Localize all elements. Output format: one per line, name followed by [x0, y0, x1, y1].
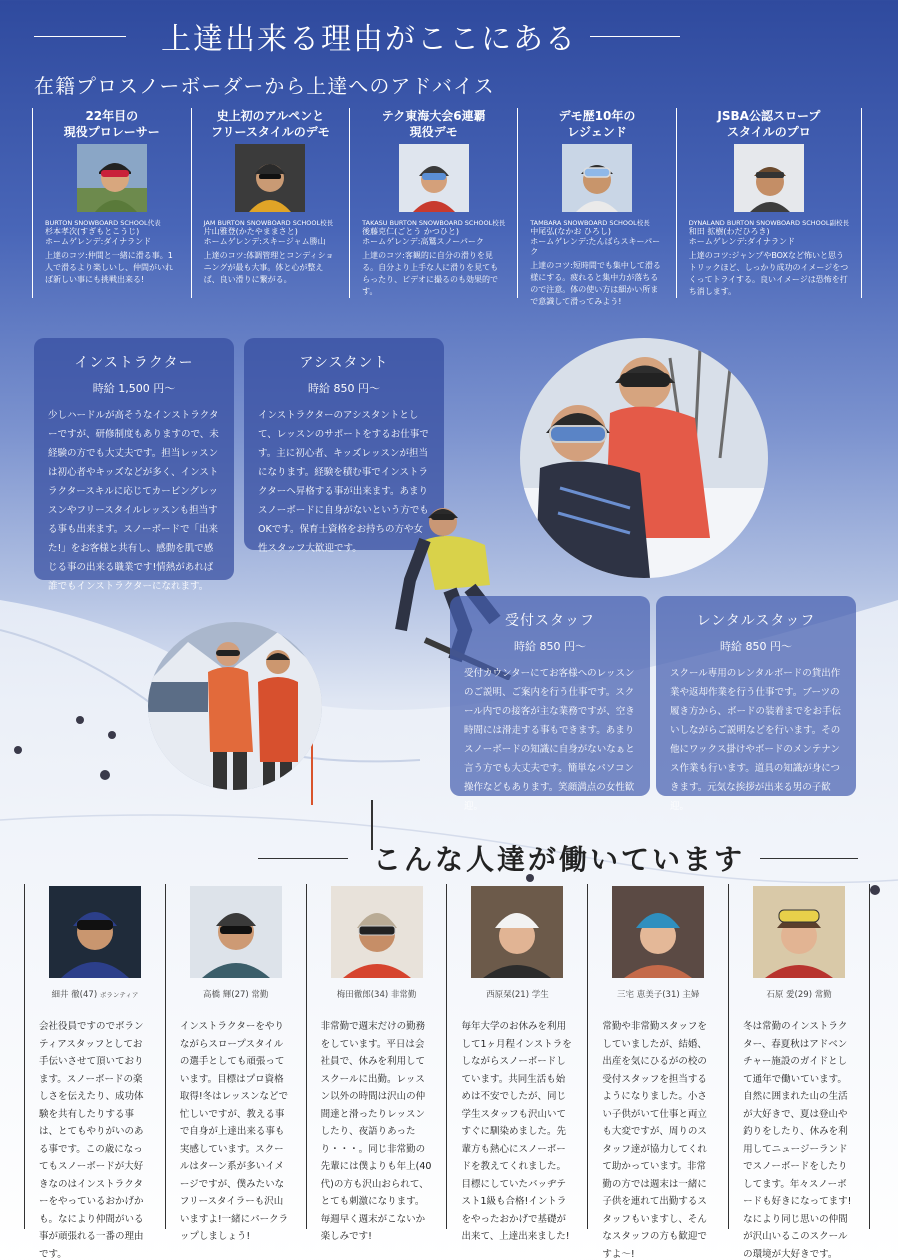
- beanie-sunglasses-portrait-icon: [190, 886, 282, 978]
- job-wage: 時給 1,500 円〜: [92, 382, 176, 395]
- staff-card: [728, 884, 870, 1260]
- pro-tip: 上達のコツ:短時間でも集中して滑る様にする。疲れると集中力が落ちるので注意。体の使い方は細かい所まで意識して滑ってみよう!: [530, 261, 661, 306]
- pro-name: 杉本孝次(すぎもとこうじ): [45, 227, 140, 236]
- pro-card: [676, 108, 862, 298]
- pro-card: [517, 108, 676, 306]
- staff-role: ボランティア: [99, 991, 139, 999]
- job-title: 受付スタッフ: [505, 613, 595, 629]
- blue-beanie-portrait-icon: [612, 886, 704, 978]
- staff-list: [24, 884, 870, 1260]
- job-card-rental: [656, 596, 856, 812]
- pro-title: 史上初のアルペンと フリースタイルのデモ: [211, 109, 330, 139]
- job-description: 少しハードルが高そうなインストラクターですが、研修制度もありますので、未経験の方でも大丈夫です。担当レッスンは初心者やキッズなどが多く、インストラクタースキルに応じてカービングレッスンやフリースタイルレッスンも担当する事も出来ます。スノーボードで「出来た!」をお客様と共有し、感動を肌で感じる事の出来る職業です!情熱があれば誰でもインストラクターになれます。: [48, 410, 219, 592]
- job-description: インストラクターのアシスタントとして、レッスンのサポートをするお仕事です。主に初心者、キッズレッスンが担当になります。経験を積む事でインストラクターへ昇格する事が出来ます。あまりスノーボードに自身がないという方でもOKです。保育士資格をお持ちの方や女性スタッフ大歓迎です。: [258, 410, 429, 554]
- pro-tip: 上達のコツ:ジャンプやBOXなど怖いと思うトリックほど、しっかり成功のイメージをつくってトライする。良いイメージは恐怖を打ち消します。: [688, 251, 849, 296]
- job-wage: 時給 850 円〜: [514, 640, 586, 653]
- staff-role: 常勤: [814, 990, 832, 1000]
- pro-card: [191, 108, 350, 298]
- staff-name: 三宅 恵美子(31): [617, 990, 680, 1000]
- pro-school: JAM BURTON SNOWBOARD SCHOOL校長: [203, 219, 334, 227]
- pro-title: JSBA公認スロープ スタイルのプロ: [717, 109, 821, 139]
- instructors-photo: [148, 622, 322, 790]
- job-wage: 時給 850 円〜: [720, 640, 792, 653]
- goggles-portrait-icon: [562, 144, 632, 212]
- staff-name-line: [602, 988, 714, 1000]
- staff-card: [446, 884, 587, 1242]
- pro-title: 22年目の 現役プロレーサー: [63, 109, 160, 139]
- staff-name-line: [743, 988, 855, 1000]
- helmet-goggles-portrait-icon: [77, 144, 147, 212]
- staff-role: 主婦: [682, 990, 700, 1000]
- white-beanie-portrait-icon: [471, 886, 563, 978]
- pro-home-slope: ホームゲレンデ:ダイナランド: [688, 237, 795, 246]
- pro-tip: 上達のコツ:客観的に自分の滑りを見る。自分より上手な人に滑りを見てもらったり、ビデオに撮るのも効果的です。: [362, 251, 499, 296]
- pro-card: [32, 108, 191, 298]
- cap-portrait-icon: [734, 144, 804, 212]
- staff-comment: 冬は常勤のインストラクター、春夏秋はアドベンチャー施設のガイドとして通年で働いています。自然に囲まれた山の生活が大好きで、夏は登山や釣りをしたり、休みを利用してニュージーランドでスノーボードをしたりしてます。年々スノーボードも好きになってます!なにより同じ思いの仲間が沢山いるこのスクールの環境が大好きです。: [743, 1021, 852, 1260]
- hooded-portrait-icon: [49, 886, 141, 978]
- pro-school: TAKASU BURTON SNOWBOARD SCHOOL校長: [362, 219, 506, 227]
- job-description: 受付カウンターにてお客様へのレッスンのご説明、ご案内を行う仕事です。スクール内での接客が主な業務ですが、空き時間には滑走する事もできます。あまりスノーボードの知識に自身がないなぁと言う方でも大丈夫です。簡単なパソコン操作などもあります。笑顔満点の女性歓迎。: [464, 668, 635, 812]
- helmet-portrait-icon: [399, 144, 469, 212]
- pro-school: DYNALAND BURTON SNOWBOARD SCHOOL副校長: [688, 219, 849, 227]
- pro-home-slope: ホームゲレンデ:たんばらスキーパーク: [530, 237, 661, 256]
- pro-name: 中尾弘(なかお ひろし): [530, 227, 612, 236]
- staff-name-line: [39, 988, 151, 1000]
- pro-title: テク東海大会6連覇 現役デモ: [381, 109, 486, 139]
- beanie-portrait-icon: [235, 144, 305, 212]
- job-card-reception: [450, 596, 650, 812]
- kids-lesson-illustration: [520, 338, 768, 578]
- staff-name: 石原 愛(29): [766, 990, 813, 1000]
- pro-list: [32, 108, 862, 306]
- job-description: スクール専用のレンタルボードの貸出作業や返却作業を行う仕事です。ブーツの履き方から、ボードの装着までをお手伝いしながらご説明などを行います。その他にワックス掛けやボードのメンテナンス作業も行います。道具の知識が身につきます。元気な挨拶が出来る男の子歓迎。: [670, 668, 842, 812]
- staff-card: [306, 884, 447, 1242]
- staff-comment: 会社役員ですのでボランティアスタッフとしてお手伝いさせて頂いております。スノーボードの楽しさを伝えたり、成功体験を共有したりする事は、とてもやりがいのある事です。この歳になってもスノーボードが大好きなのはインストラクターをやっているおかげかも。なにより仲間がいる事が頑張れる一番の理由です。: [39, 1021, 144, 1260]
- pro-school: TAMBARA SNOWBOARD SCHOOL校長: [530, 219, 650, 227]
- staff-name: 高橋 輝(27): [203, 990, 249, 1000]
- instructors-illustration: [148, 622, 322, 790]
- pro-home-slope: ホームゲレンデ:ダイナランド: [45, 237, 152, 246]
- job-wage: 時給 850 円〜: [308, 382, 380, 395]
- staff-name: 細井 徹(47): [51, 990, 98, 1000]
- staff-card: [165, 884, 306, 1242]
- pro-tip: 上達のコツ:体調管理とコンディショニングが最も大事。体と心が整えば、良い滑りに繋がる。: [203, 251, 334, 284]
- staff-section-title: こんな人達が働いています: [372, 843, 745, 876]
- staff-role: 常勤: [251, 990, 269, 1000]
- page-title: 上達出来る理由がここにある: [161, 22, 577, 57]
- pro-name: 片山雅登(かたやままさと): [203, 227, 298, 236]
- pro-tip: 上達のコツ:仲間と一緒に滑る事。1人で滑るより楽しいし、仲間がいれば新しい事にも挑戦出来る!: [45, 251, 173, 284]
- staff-name-line: [321, 988, 433, 1000]
- staff-name-line: [461, 988, 573, 1000]
- staff-comment: インストラクターをやりながらスロープスタイルの選手としても頑張っています。目標はプロ資格取得!冬はレッスンなどで忙しいですが、教える事で自身が上達出来る事も実感しています。スクールはターン系が多いイメージですが、僕みたいなフリースタイラーも沢山いますよ!一緒にパークラップしましょう!: [179, 1021, 289, 1242]
- job-card-instructor: [34, 338, 234, 592]
- staff-comment: 非常勤で週末だけの勤務をしています。平日は会社員で、休みを利用してスクールに出勤。レッスン以外の時間は沢山の仲間達と滑ったりレッスンしたり、夜語りあったり・・・。同じ非常勤の先輩には僕よりも年上(40代)の方も沢山おられて、とても刺激になります。毎週早く週末がこないか楽しみです!: [320, 1021, 432, 1242]
- staff-card: [24, 884, 165, 1260]
- kids-lesson-photo: [520, 338, 768, 578]
- job-title: レンタルスタッフ: [696, 613, 816, 629]
- staff-name: 西原栞(21): [486, 990, 530, 1000]
- pros-subtitle: 在籍プロスノーボーダーから上達へのアドバイス: [34, 74, 495, 98]
- staff-name-line: [180, 988, 292, 1000]
- staff-card: [587, 884, 728, 1260]
- goggles-on-head-portrait-icon: [753, 886, 845, 978]
- staff-comment: 毎年大学のお休みを利用して1ヶ月程インストラをしながらスノーボードしています。共同生活も始めは不安でしたが、同じ学生スタッフも沢山いてすぐに馴染めました。先輩方も熱心にスノーボードを教えてくれました。目標にしていたバッヂテスト1級も合格!イントラをやったおかげで基礎が出来て、上達出来ました!: [461, 1021, 572, 1242]
- staff-role: 非常勤: [390, 990, 417, 1000]
- staff-comment: 常勤や非常勤スタッフをしていましたが、結婚、出産を気にひるがの校の受付スタッフを担当するようになりました。小さい子供がいて仕事と両立も大変ですが、周りのスタッフ達が協力してくれて助かっています。非常勤の方では週末は一緒に子供を連れて出勤するスタッフもいますし、そんなスタッフの方も歓迎ですよ〜!: [602, 1021, 707, 1260]
- staff-role: 学生: [531, 990, 549, 1000]
- pro-home-slope: ホームゲレンデ:高鷲スノーパーク: [362, 237, 484, 246]
- pro-title: デモ歴10年の レジェンド: [558, 109, 636, 139]
- job-title: インストラクター: [74, 355, 194, 371]
- pro-name: 和田 拡樹(わだひろき): [688, 227, 770, 236]
- pro-school: BURTON SNOWBOARD SCHOOL代表: [45, 219, 161, 227]
- knit-hat-portrait-icon: [331, 886, 423, 978]
- job-title: アシスタント: [299, 355, 389, 371]
- staff-name: 梅田徹郎(34): [336, 990, 389, 1000]
- pro-name: 後藤克仁(ごとう かつひと): [362, 227, 459, 236]
- pro-card: [349, 108, 517, 298]
- pro-home-slope: ホームゲレンデ:スキージャム勝山: [203, 237, 326, 246]
